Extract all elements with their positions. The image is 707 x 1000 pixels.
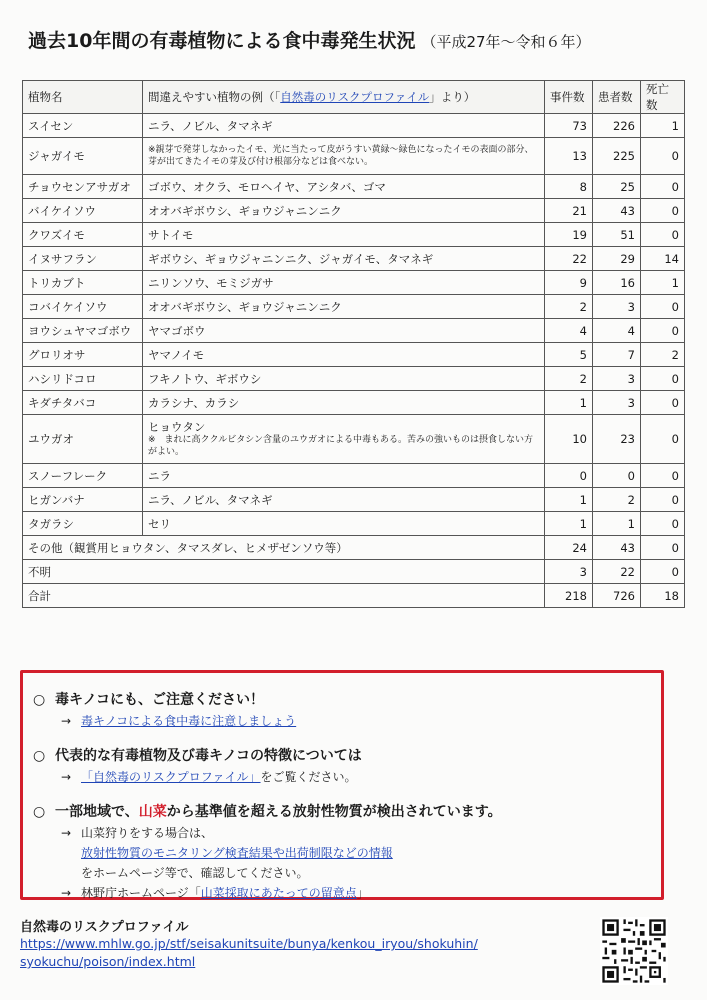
deaths-cell: 2 xyxy=(641,343,685,367)
patients-cell: 226 xyxy=(593,114,641,138)
table-row xyxy=(23,223,685,247)
deaths-cell: 0 xyxy=(641,464,685,488)
table-row xyxy=(23,295,685,319)
plant-name: キダチタバコ xyxy=(23,391,143,415)
other-label: その他（観賞用ヒョウタン、タマスダレ、ヒメザゼンソウ等） xyxy=(23,536,545,560)
plant-example: オオバギボウシ、ギョウジャニンニク xyxy=(143,199,545,223)
header-cases: 事件数 xyxy=(545,81,593,114)
plant-name: トリカブト xyxy=(23,271,143,295)
plant-name: スイセン xyxy=(23,114,143,138)
page-title xyxy=(28,26,688,53)
patients-cell: 2 xyxy=(593,488,641,512)
deaths-cell: 0 xyxy=(641,488,685,512)
plant-example: ヒョウタン ※ まれに高ククルビタシン含量のユウガオによる中毒もある。苦みの強いものは摂食しない方がよい。 xyxy=(143,415,545,464)
patients-cell: 25 xyxy=(593,175,641,199)
plant-name: スノーフレーク xyxy=(23,464,143,488)
plant-name: グロリオサ xyxy=(23,343,143,367)
unknown-label: 不明 xyxy=(23,560,545,584)
header-patients: 患者数 xyxy=(593,81,641,114)
cases-cell: 1 xyxy=(545,512,593,536)
plant-example: ニラ、ノビル、タマネギ xyxy=(143,488,545,512)
patients-cell: 225 xyxy=(593,138,641,175)
table-row xyxy=(23,464,685,488)
footer-url-link[interactable]: https://www.mhlw.go.jp/stf/seisakunitsuite/bunya/kenkou_iryou/shokuhin/ syokuchu/poison/index.html xyxy=(20,936,478,969)
plant-example: ヤマゴボウ xyxy=(143,319,545,343)
deaths-cell: 0 xyxy=(641,223,685,247)
table-row-other xyxy=(23,536,685,560)
patients-cell: 0 xyxy=(593,464,641,488)
table-row xyxy=(23,488,685,512)
table-row xyxy=(23,138,685,175)
plant-example: セリ xyxy=(143,512,545,536)
bullet-circle-icon: ○ xyxy=(33,692,46,708)
total-cases: 218 xyxy=(545,584,593,608)
table-row xyxy=(23,512,685,536)
plant-name: チョウセンアサガオ xyxy=(23,175,143,199)
table-header-row xyxy=(23,81,685,114)
total-patients: 726 xyxy=(593,584,641,608)
total-deaths: 18 xyxy=(641,584,685,608)
risk-profile-link-2[interactable]: 「自然毒のリスクプロファイル」 xyxy=(81,770,261,784)
patients-cell: 3 xyxy=(593,295,641,319)
patients-cell: 1 xyxy=(593,512,641,536)
plant-example: ニリンソウ、モミジガサ xyxy=(143,271,545,295)
cases-cell: 73 xyxy=(545,114,593,138)
page-title-main: 過去10年間の有毒植物による食中毒発生状況 xyxy=(28,30,416,52)
deaths-cell: 0 xyxy=(641,536,685,560)
table-row xyxy=(23,114,685,138)
cases-cell: 21 xyxy=(545,199,593,223)
table-row xyxy=(23,367,685,391)
mushroom-link[interactable]: 毒キノコによる食中毒に注意しましょう xyxy=(81,714,297,728)
plant-example: オオバギボウシ、ギョウジャニンニク xyxy=(143,295,545,319)
header-plant: 植物名 xyxy=(23,81,143,114)
table-row xyxy=(23,319,685,343)
cases-cell: 8 xyxy=(545,175,593,199)
sansai-highlight: 山菜 xyxy=(138,804,167,820)
plant-example: ヤマノイモ xyxy=(143,343,545,367)
deaths-cell: 0 xyxy=(641,199,685,223)
cases-cell: 19 xyxy=(545,223,593,247)
plant-name: コバイケイソウ xyxy=(23,295,143,319)
plant-example: サトイモ xyxy=(143,223,545,247)
patients-cell: 3 xyxy=(593,391,641,415)
cases-cell: 22 xyxy=(545,247,593,271)
plant-example: ニラ xyxy=(143,464,545,488)
patients-cell: 22 xyxy=(593,560,641,584)
patients-cell: 51 xyxy=(593,223,641,247)
patients-cell: 23 xyxy=(593,415,641,464)
table-row xyxy=(23,247,685,271)
table-row xyxy=(23,415,685,464)
plant-name: ハシリドコロ xyxy=(23,367,143,391)
plant-example: フキノトウ、ギボウシ xyxy=(143,367,545,391)
mushroom-heading: ○ 毒キノコにも、ご注意ください！ xyxy=(33,692,265,708)
bullet-circle-icon: ○ xyxy=(33,748,46,764)
features-heading: ○ 代表的な有毒植物及び毒キノコの特徴については xyxy=(33,748,362,764)
deaths-cell: 0 xyxy=(641,138,685,175)
cases-cell: 1 xyxy=(545,391,593,415)
cases-cell: 9 xyxy=(545,271,593,295)
plant-example: ギボウシ、ギョウジャニンニク、ジャガイモ、タマネギ xyxy=(143,247,545,271)
deaths-cell: 0 xyxy=(641,512,685,536)
deaths-cell: 0 xyxy=(641,319,685,343)
qr-code-icon xyxy=(600,917,668,985)
deaths-cell: 0 xyxy=(641,295,685,319)
plant-name: ヒガンバナ xyxy=(23,488,143,512)
total-label: 合計 xyxy=(23,584,545,608)
deaths-cell: 1 xyxy=(641,114,685,138)
arrow-right-icon: → xyxy=(61,886,72,900)
deaths-cell: 0 xyxy=(641,560,685,584)
patients-cell: 4 xyxy=(593,319,641,343)
footer-title: 自然毒のリスクプロファイル xyxy=(20,920,189,935)
table-row xyxy=(23,175,685,199)
cases-cell: 5 xyxy=(545,343,593,367)
arrow-right-icon: → xyxy=(61,770,72,784)
table-row xyxy=(23,343,685,367)
footer xyxy=(20,916,580,971)
table-row xyxy=(23,271,685,295)
deaths-cell: 1 xyxy=(641,271,685,295)
cases-cell: 1 xyxy=(545,488,593,512)
plant-name: ヨウシュヤマゴボウ xyxy=(23,319,143,343)
header-deaths: 死亡数 xyxy=(641,81,685,114)
deaths-cell: 0 xyxy=(641,391,685,415)
plant-name: クワズイモ xyxy=(23,223,143,247)
cases-cell: 24 xyxy=(545,536,593,560)
header-example: 間違えやすい植物の例（「自然毒のリスクプロファイル」より） xyxy=(143,81,545,114)
plant-name: タガラシ xyxy=(23,512,143,536)
notice-box: ○ 毒キノコにも、ご注意ください！ → 毒キノコによる食中毒に注意しましょう ○ 代表的な有毒植物及び毒キノコの特徴については → 「自然毒のリスクプロファイル」をご覧ください。 ○ 一部地域で、山菜から基準値を超える放射性物質が検出されています。 → 山菜狩りをする場合は、 放射性物質のモニタリング検査結果や出荷制限などの情報 をホームページ等で、確認してください。 → 林野庁ホームページ「山菜採取にあたっての留意点」 xyxy=(20,670,664,900)
patients-cell: 43 xyxy=(593,536,641,560)
cases-cell: 4 xyxy=(545,319,593,343)
poisonous-plant-table xyxy=(22,80,685,608)
page-title-period: （平成27年～令和６年） xyxy=(421,33,591,51)
cases-cell: 10 xyxy=(545,415,593,464)
cases-cell: 0 xyxy=(545,464,593,488)
table-row xyxy=(23,391,685,415)
cases-cell: 2 xyxy=(545,295,593,319)
table-row-total xyxy=(23,584,685,608)
plant-example: ※親芽で発芽しなかったイモ、光に当たって皮がうすい黄緑～緑色になったイモの表面の部分、芽が出てきたイモの芽及び付け根部分などは食べない。 xyxy=(143,138,545,175)
patients-cell: 7 xyxy=(593,343,641,367)
deaths-cell: 0 xyxy=(641,367,685,391)
cases-cell: 13 xyxy=(545,138,593,175)
radiation-info-link[interactable]: 放射性物質のモニタリング検査結果や出荷制限などの情報 xyxy=(81,846,393,860)
plant-name: バイケイソウ xyxy=(23,199,143,223)
plant-example: カラシナ、カラシ xyxy=(143,391,545,415)
deaths-cell: 0 xyxy=(641,175,685,199)
radiation-heading: ○ 一部地域で、山菜から基準値を超える放射性物質が検出されています。 xyxy=(33,804,502,820)
forestry-link[interactable]: 山菜採取にあたっての留意点 xyxy=(200,886,357,900)
cases-cell: 3 xyxy=(545,560,593,584)
deaths-cell: 0 xyxy=(641,415,685,464)
arrow-right-icon: → xyxy=(61,826,72,840)
patients-cell: 3 xyxy=(593,367,641,391)
plant-name: ユウガオ xyxy=(23,415,143,464)
arrow-right-icon: → xyxy=(61,714,72,728)
cases-cell: 2 xyxy=(545,367,593,391)
table-row-unknown xyxy=(23,560,685,584)
patients-cell: 29 xyxy=(593,247,641,271)
patients-cell: 43 xyxy=(593,199,641,223)
risk-profile-link[interactable]: 自然毒のリスクプロファイル xyxy=(280,90,430,104)
table-row xyxy=(23,199,685,223)
plant-name: イヌサフラン xyxy=(23,247,143,271)
plant-example: ニラ、ノビル、タマネギ xyxy=(143,114,545,138)
bullet-circle-icon: ○ xyxy=(33,804,46,820)
plant-name: ジャガイモ xyxy=(23,138,143,175)
plant-example: ゴボウ、オクラ、モロヘイヤ、アシタバ、ゴマ xyxy=(143,175,545,199)
deaths-cell: 14 xyxy=(641,247,685,271)
patients-cell: 16 xyxy=(593,271,641,295)
